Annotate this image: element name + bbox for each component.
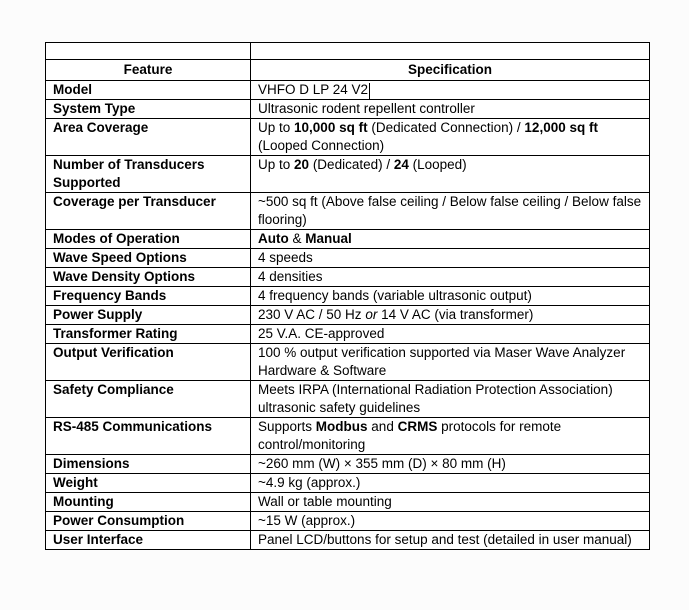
empty-feature-cell[interactable] [46, 43, 251, 60]
table-row [46, 81, 650, 100]
table-row [46, 381, 650, 418]
feature-cell[interactable]: Wave Speed Options [46, 249, 251, 268]
spec-cell[interactable] [251, 100, 650, 119]
text: and [367, 419, 398, 434]
text: Wall or table mounting [258, 494, 392, 509]
italic-text: or [365, 307, 378, 322]
spec-cell[interactable] [251, 306, 650, 325]
feature-cell[interactable]: Dimensions [46, 455, 251, 474]
document-page [45, 42, 649, 550]
spec-cell[interactable] [251, 193, 650, 230]
spec-cell[interactable] [251, 287, 650, 306]
table-row [46, 493, 650, 512]
bold-text: Manual [305, 231, 352, 246]
feature-cell[interactable]: Power Supply [46, 306, 251, 325]
header-row [46, 60, 650, 81]
spec-cell[interactable] [251, 268, 650, 287]
feature-cell[interactable]: User Interface [46, 531, 251, 550]
bold-text: Auto [258, 231, 289, 246]
feature-cell[interactable]: Safety Compliance [46, 381, 251, 418]
bold-text: 12,000 sq ft [524, 120, 598, 135]
table-row [46, 156, 650, 193]
text: Supports [258, 419, 316, 434]
feature-cell[interactable]: Transformer Rating [46, 325, 251, 344]
feature-cell[interactable]: Wave Density Options [46, 268, 251, 287]
text: ~500 sq ft (Above false ceiling / Below false ceiling / Below false flooring) [258, 194, 642, 227]
text: (Looped) [408, 157, 467, 172]
feature-cell[interactable]: Output Verification [46, 344, 251, 381]
table-row [46, 249, 650, 268]
table-row [46, 531, 650, 550]
text: VHFO D LP 24 V2 [258, 82, 369, 97]
table-row [46, 512, 650, 531]
feature-cell[interactable]: Area Coverage [46, 119, 251, 156]
spec-cell[interactable] [251, 81, 650, 100]
bold-text: 20 [294, 157, 310, 172]
table-row [46, 100, 650, 119]
spec-cell[interactable] [251, 119, 650, 156]
text: 230 V AC / 50 Hz [258, 307, 366, 322]
table-row [46, 344, 650, 381]
feature-cell[interactable]: Modes of Operation [46, 230, 251, 249]
spec-cell[interactable] [251, 156, 650, 193]
text: 4 frequency bands (variable ultrasonic output) [258, 288, 532, 303]
text: 4 speeds [258, 250, 313, 265]
spec-cell[interactable] [251, 512, 650, 531]
table-row [46, 287, 650, 306]
text: ~15 W (approx.) [258, 513, 356, 528]
spec-cell[interactable] [251, 493, 650, 512]
feature-cell[interactable]: Coverage per Transducer [46, 193, 251, 230]
table-row [46, 418, 650, 455]
table-row [46, 455, 650, 474]
text: Panel LCD/buttons for setup and test (detailed in user manual) [258, 532, 632, 547]
bold-text: CRMS [397, 419, 438, 434]
feature-column-header[interactable]: Feature [46, 60, 251, 81]
text-cursor-icon [369, 83, 370, 99]
bold-text: Modbus [315, 419, 368, 434]
text: Ultrasonic rodent repellent controller [258, 101, 475, 116]
text: 4 densities [258, 269, 323, 284]
table-row [46, 193, 650, 230]
spec-cell[interactable] [251, 325, 650, 344]
text: & [288, 231, 306, 246]
spec-cell[interactable] [251, 381, 650, 418]
feature-cell[interactable]: System Type [46, 100, 251, 119]
spec-cell[interactable] [251, 418, 650, 455]
feature-cell[interactable]: Mounting [46, 493, 251, 512]
text: Up to [258, 157, 295, 172]
spec-cell[interactable] [251, 230, 650, 249]
feature-cell[interactable]: RS-485 Communications [46, 418, 251, 455]
spec-table [45, 42, 650, 550]
table-row [46, 268, 650, 287]
spec-cell[interactable] [251, 474, 650, 493]
feature-cell[interactable]: Power Consumption [46, 512, 251, 531]
text: 25 V.A. CE-approved [258, 326, 385, 341]
feature-cell[interactable]: Model [46, 81, 251, 100]
text: 14 V AC (via transformer) [377, 307, 534, 322]
spec-cell[interactable] [251, 455, 650, 474]
bold-text: 10,000 sq ft [294, 120, 368, 135]
text: 100 % output verification supported via Maser Wave Analyzer Hardware & Software [258, 345, 626, 378]
spec-table-body [46, 43, 650, 550]
empty-spec-cell[interactable] [251, 43, 650, 60]
empty-row [46, 43, 650, 60]
text: Meets IRPA (International Radiation Protection Association) ultrasonic safety guidelines [258, 382, 613, 415]
specification-column-header[interactable]: Specification [251, 60, 650, 81]
text: Up to [258, 120, 295, 135]
text: (Dedicated) / [309, 157, 394, 172]
spec-cell[interactable] [251, 344, 650, 381]
text: (Dedicated Connection) / [367, 120, 525, 135]
bold-text: 24 [393, 157, 409, 172]
feature-cell[interactable]: Number of Transducers Supported [46, 156, 251, 193]
feature-cell[interactable]: Frequency Bands [46, 287, 251, 306]
table-row [46, 306, 650, 325]
text: protocols for remote control/monitoring [258, 419, 562, 452]
spec-cell[interactable] [251, 249, 650, 268]
text: (Looped Connection) [258, 138, 385, 153]
table-row [46, 325, 650, 344]
table-row [46, 119, 650, 156]
text: ~4.9 kg (approx.) [258, 475, 361, 490]
text: ~260 mm (W) × 355 mm (D) × 80 mm (H) [258, 456, 506, 471]
spec-cell[interactable] [251, 531, 650, 550]
feature-cell[interactable]: Weight [46, 474, 251, 493]
table-row [46, 474, 650, 493]
table-row [46, 230, 650, 249]
